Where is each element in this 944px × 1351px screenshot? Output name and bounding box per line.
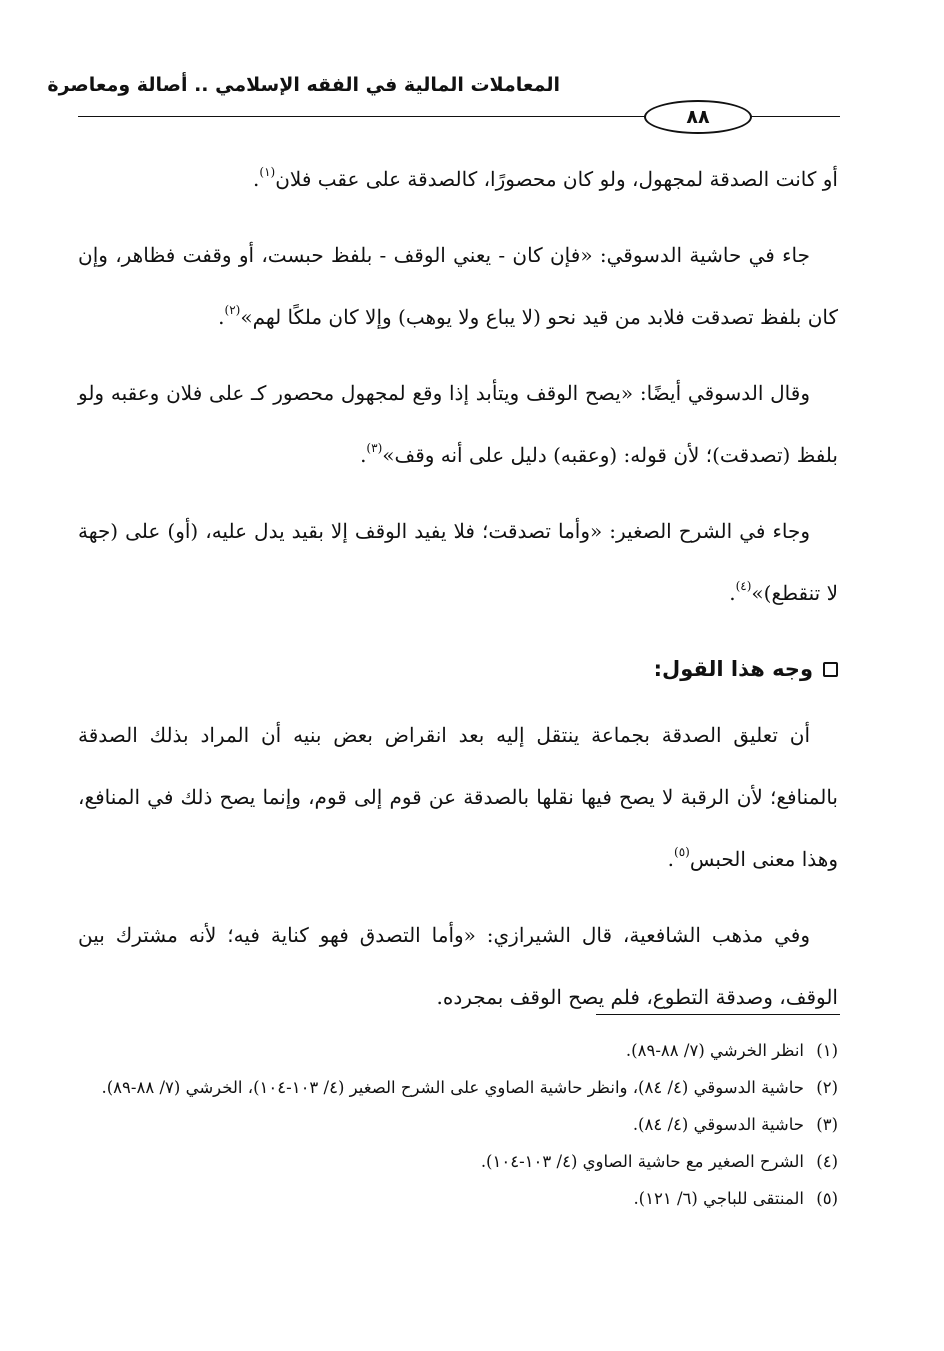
footnotes — [78, 1032, 838, 1217]
footnote-item: (٣) حاشية الدسوقي (٤/ ٨٤). — [632, 1115, 838, 1134]
paragraph-4: وجاء في الشرح الصغير: «وأما تصدقت؛ فلا يفيد الوقف إلا بقيد يدل عليه، (أو) على (جهة لا تنقطع)»$^{(٤)}$. — [78, 519, 838, 605]
footnote-item: (١) انظر الخرشي (٧/ ٨٨-٨٩). — [625, 1041, 838, 1060]
footnote-item: (٤) الشرح الصغير مع حاشية الصاوي (٤/ ١٠٣-١٠٤). — [480, 1152, 838, 1171]
paragraph-5: أن تعليق الصدقة بجماعة ينتقل إليه بعد انقراض بعض بنيه أن المراد بذلك الصدقة بالمنافع؛ لأن الرقبة لا يصح فيها نقلها بالصدقة عن قوم إلى قوم، وإنما يصح ذلك في المنافع، وهذا معنى الحبس$^{(٥)}$. — [78, 723, 838, 871]
square-bullet-icon — [823, 662, 838, 677]
footnote-item: (٥) المنتقى للباجي (٦/ ١٢١). — [633, 1189, 838, 1208]
footnote-item: (٢) حاشية الدسوقي (٤/ ٨٤)، وانظر حاشية الصاوي على الشرح الصغير (٤/ ١٠٣-١٠٤)، الخرشي (٧/ ٨٨-٨٩). — [101, 1078, 838, 1097]
paragraph-6: وفي مذهب الشافعية، قال الشيرازي: «وأما التصدق فهو كناية فيه؛ لأنه مشترك بين الوقف، وصدقة التطوع، فلم يصح الوقف بمجرده. — [78, 923, 838, 1009]
main-text — [78, 148, 838, 1042]
section-heading: وجه هذا القول: — [78, 638, 838, 700]
footnote-ref-3[interactable]: (٣) — [366, 441, 383, 455]
paragraph-1: أو كانت الصدقة لمجهول، ولو كان محصورًا، كالصدقة على عقب فلان$^{(١)}$. — [253, 165, 838, 191]
footnote-ref-4[interactable]: (٤) — [735, 579, 752, 593]
footnote-ref-1[interactable]: (١) — [259, 165, 276, 179]
running-header-title: المعاملات المالية في الفقه الإسلامي .. أصالة ومعاصرة — [47, 74, 560, 96]
page-number: ٨٨ — [644, 100, 752, 134]
footnote-ref-2[interactable]: (٢) — [224, 303, 241, 317]
paragraph-2: جاء في حاشية الدسوقي: «فإن كان - يعني الوقف - بلفظ حبست، أو وقفت فظاهر، وإن كان بلفظ تصدقت فلابد من قيد نحو (لا يباع ولا يوهب) وإلا كان ملكًا لهم»$^{(٢)}$. — [78, 243, 838, 329]
footnote-ref-5[interactable]: (٥) — [674, 845, 690, 859]
footnote-separator — [596, 1014, 840, 1015]
paragraph-3: وقال الدسوقي أيضًا: «يصح الوقف ويتأبد إذا وقع لمجهول محصور كـ على فلان وعقبه ولو بلفظ (تصدقت)؛ لأن قوله: (وعقبه) دليل على أنه وقف»$^{(٣)}$. — [78, 381, 838, 467]
